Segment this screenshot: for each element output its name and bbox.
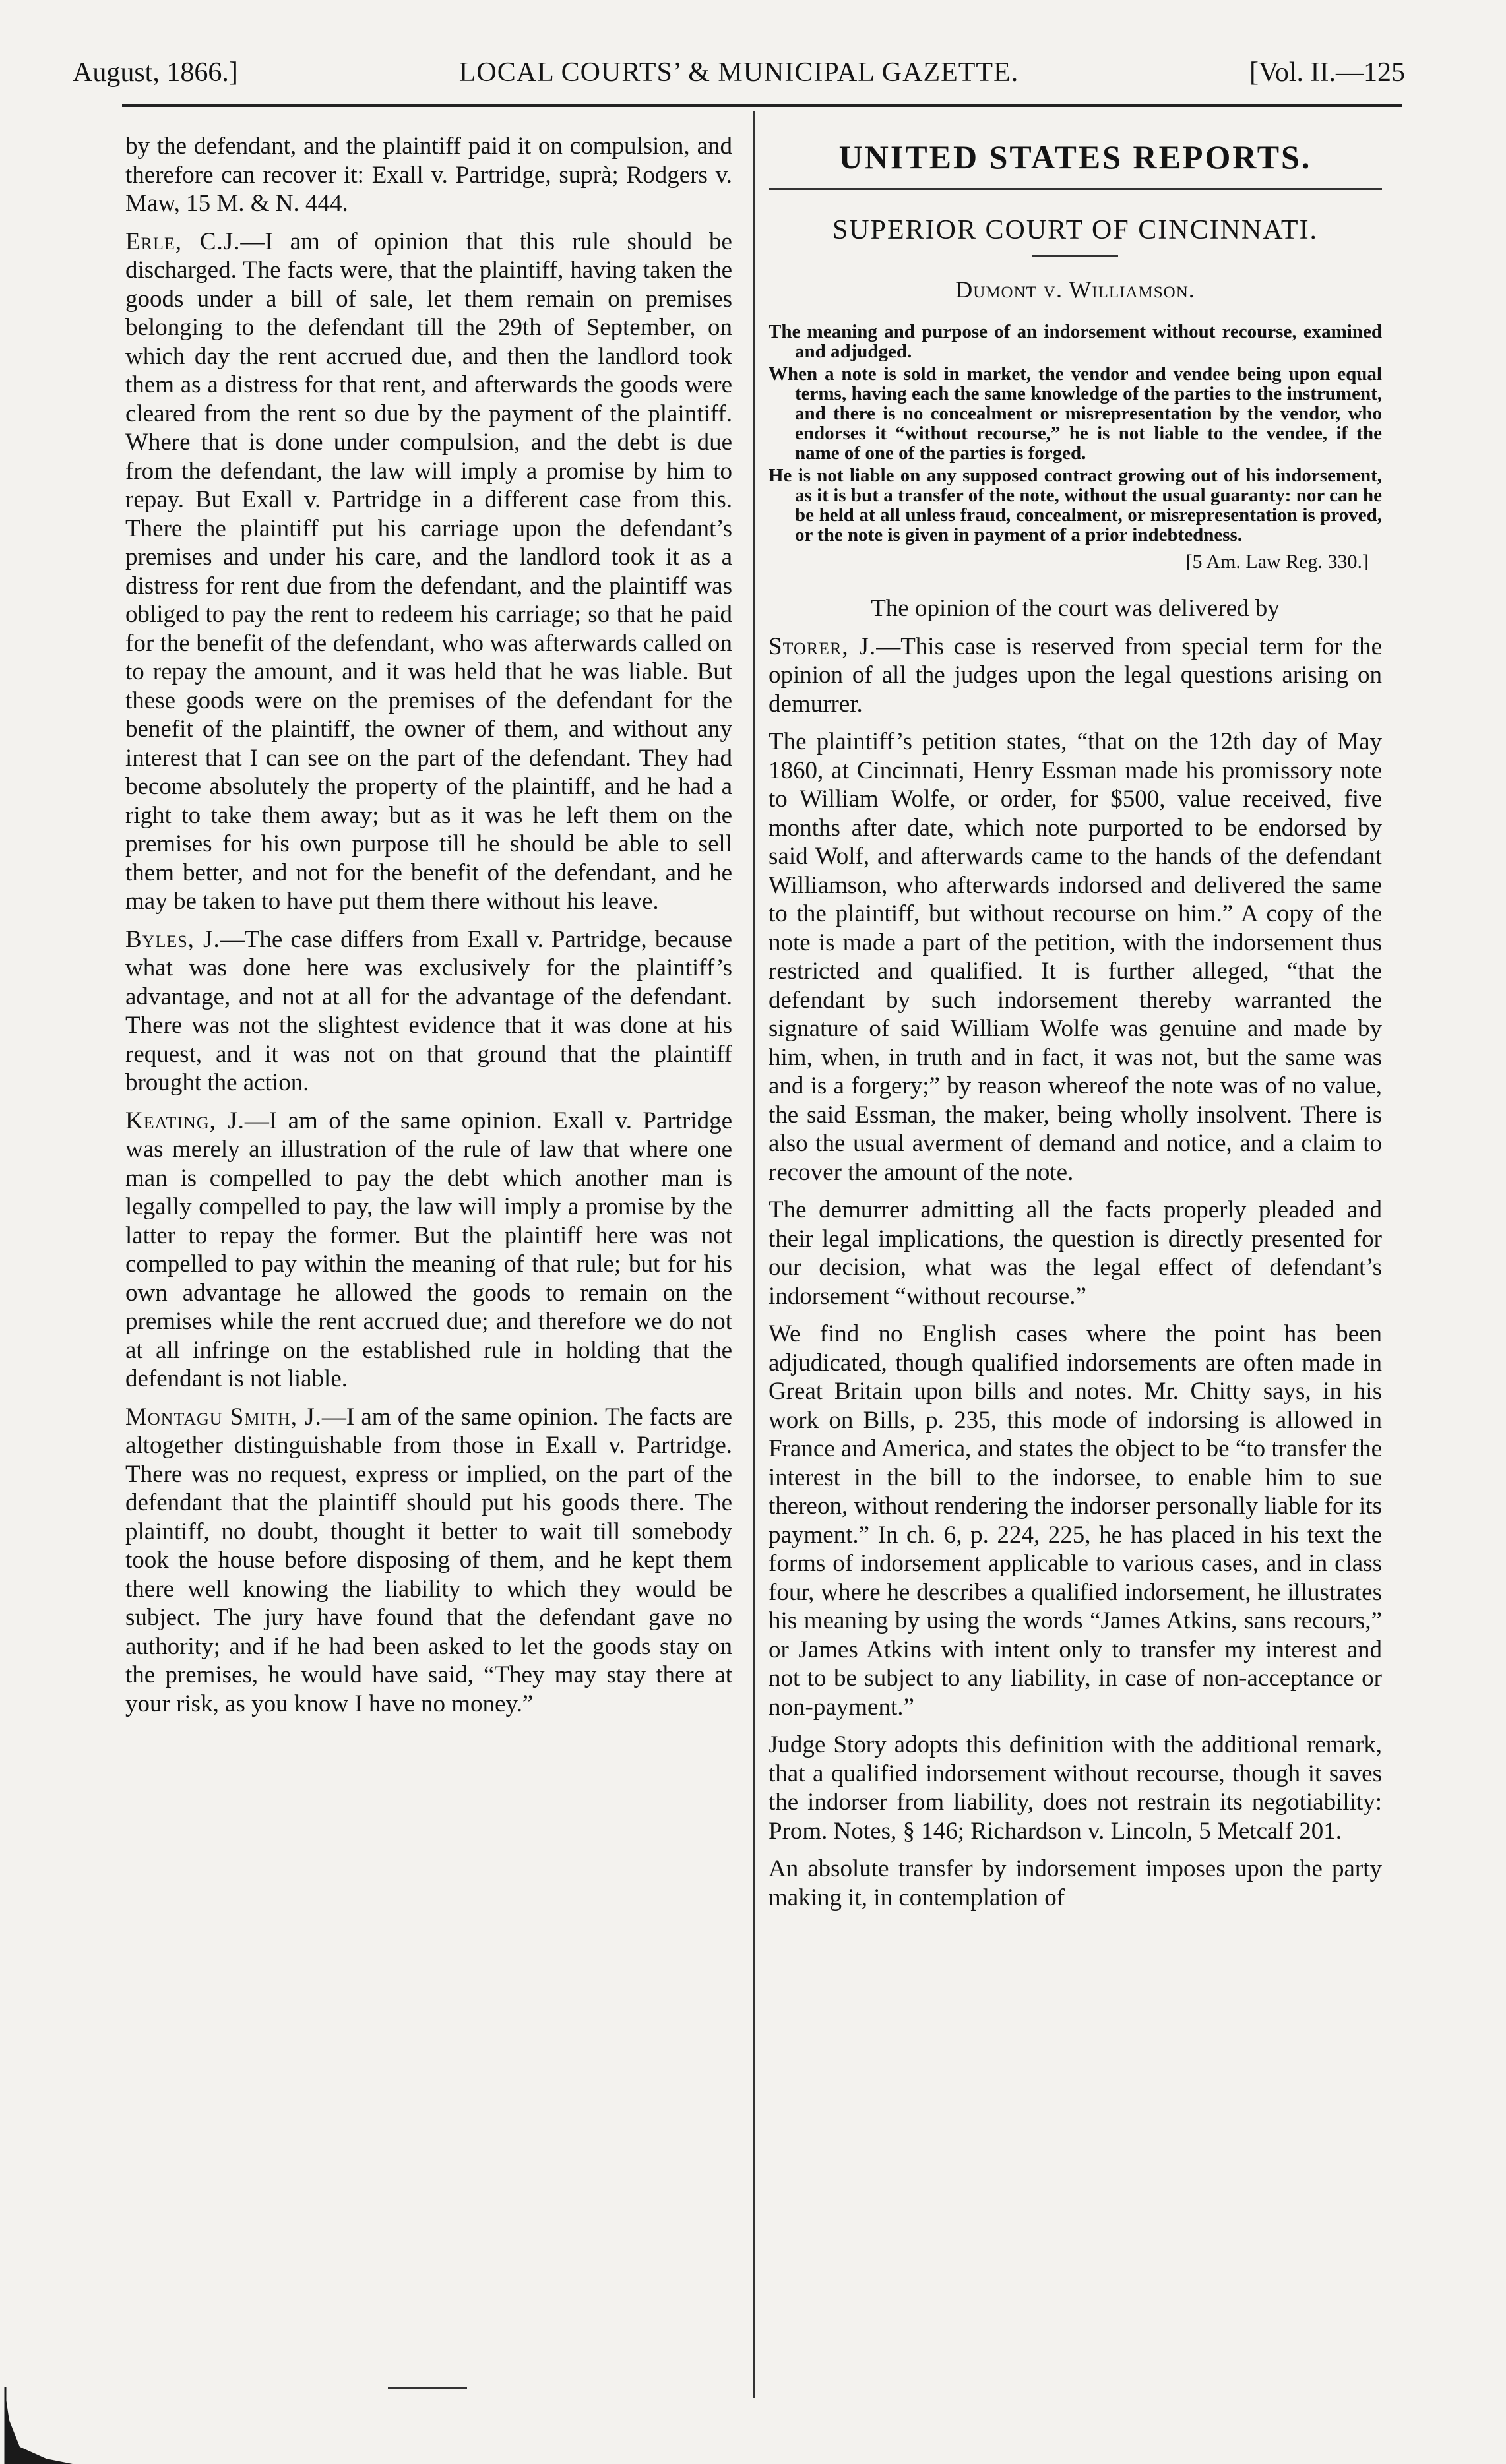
end-rule	[388, 2387, 467, 2389]
paragraph: We find no English cases where the point has been adjudicated, though qualified indorsements are often made in Great Britain upon bills and notes. Mr. Chitty says, in his work on Bills, p. 235, this mode of indorsing is allowed in France and America, and states the object to be “to transfer the interest in the bill to the indorsee, to enable him to sue thereon, without rendering the indorser personally liable for its payment.” In ch. 6, p. 224, 225, he has placed in his text the forms of indorsement applicable to various cases, and in class four, where he describes a qualified indorsement, he illustrates his meaning by using the words “James Atkins, sans recours,” or James Atkins with intent only to transfer my interest and not to be subject to any liability, in case of non-acceptance or non-payment.”	[769, 1320, 1382, 1721]
short-rule	[1032, 255, 1118, 257]
section-rule	[769, 188, 1382, 190]
header-volume: [Vol. II.—125	[1249, 57, 1405, 88]
header-date: August, 1866.]	[73, 57, 238, 88]
paragraph: An absolute transfer by indorsement imposes upon the party making it, in contemplation of	[769, 1855, 1382, 1911]
right-column	[769, 135, 1382, 1921]
judge-name: Storer, J.	[769, 632, 877, 660]
paragraph: Montagu Smith, J.—I am of the same opinion. The facts are altogether distinguishable from those in Exall v. Partridge. There was no request, express or implied, on the part of the defendant that the plaintiff should put his goods there. The plaintiff, no doubt, thought it better to wait till somebody took the house before disposing of them, and he kept them there well knowing the liability to which they would be subject. The jury have found that the defendant gave no authority; and if he had been asked to let the goods stay on the premises, he would have said, “They may stay there at your risk, as you know I have no money.”	[125, 1403, 732, 1717]
header-rule	[122, 104, 1402, 107]
section-title: UNITED STATES REPORTS.	[838, 139, 1312, 175]
judge-name: Keating, J.	[125, 1107, 245, 1134]
paragraph: Byles, J.—The case differs from Exall v. Partridge, because what was done here was exclusively for the plaintiff’s advantage, and not at all for the advantage of the defendant. There was not the slightest evidence that it was done at his request, and it was not on that ground that the plaintiff brought the action.	[125, 925, 733, 1096]
head-note: The meaning and purpose of an indorsement without recourse, examined and adjudged.	[769, 321, 1382, 362]
paragraph: The plaintiff’s petition states, “that on the 12th day of May 1860, at Cincinnati, Henry Essman made his promissory note to William Wolfe, or order, for $500, value received, five months after date, which note purported to be endorsed by said Wolf, and afterwards came to the hands of the defendant Williamson, who afterwards indorsed and delivered the same to the plaintiff, but without recourse on him.” A copy of the note is made a part of the petition, with the indorsement thus restricted and qualified. It is further alleged, “that the defendant by such indorsement thereby warranted the signature of said William Wolfe was genuine and made by him, when, in truth and in fact, it was not, but the same was and is a forgery;” by reason whereof the note was of no value, the said Essman, the maker, being wholly insolvent. There is also the usual averment of demand and notice, and a claim to recover the amount of the note.	[769, 728, 1382, 1186]
paragraph: by the defendant, and the plaintiff paid it on compulsion, and therefore can recover it: Exall v. Partridge, suprà; Rodgers v. Maw, 15 M. & N. 444.	[125, 133, 732, 217]
paragraph: Judge Story adopts this definition with the additional remark, that a qualified indorsement without recourse, though it saves the indorser from liability, does not restrain its negotiability: Prom. Notes, § 146; Richardson v. Lincoln, 5 Metcalf 201.	[769, 1731, 1382, 1845]
paragraph: The demurrer admitting all the facts properly pleaded and their legal implications, the question is directly presented for our decision, what was the legal effect of defendant’s indorsement “without recourse.”	[769, 1196, 1382, 1310]
opinion-intro: The opinion of the court was delivered by	[871, 595, 1280, 622]
citation: [5 Am. Law Reg. 330.]	[1185, 550, 1369, 572]
judge-name: Byles, J.	[125, 925, 220, 953]
judge-name: Erle, C.J.	[125, 228, 241, 255]
head-note: He is not liable on any supposed contract growing out of his indorsement, as it is but a transfer of the note, without the usual guaranty: nor can he be held at all unless fraud, concealment, or misrepresentation is proved, or the note is given in payment of a prior indebtedness.	[769, 464, 1382, 545]
court-title: SUPERIOR COURT OF CINCINNATI.	[832, 214, 1319, 245]
head-notes	[769, 322, 1382, 545]
header-title: LOCAL COURTS’ & MUNICIPAL GAZETTE.	[458, 57, 1019, 88]
case-title: Dumont v. Williamson.	[955, 276, 1195, 303]
paragraph: Erle, C.J.—I am of opinion that this rule should be discharged. The facts were, that the plaintiff, having taken the goods under a bill of sale, let them remain on premises belonging to the defendant till the 29th of September, on which day the rent accrued due, and then the landlord took them as a distress for that rent, and afterwards the goods were cleared from the rent so due by the payment of the plaintiff. Where that is done under compulsion, and the debt is due from the defendant, the law will imply a promise by him to repay. But Exall v. Partridge in a different case from this. There the plaintiff put his carriage upon the defendant’s premises and under his care, and the landlord took it as a distress for rent due from the defendant, and the plaintiff was obliged to pay the rent to redeem his carriage; so that he paid for the benefit of the defendant, who was afterwards called on to repay the amount, and it was held that he was liable. But these goods were on the premises of the defendant for the benefit of the plaintiff, the owner of them, and without any interest that I can see on the part of the defendant. They had become absolutely the property of the plaintiff, and he had a right to take them away; but as it was he left them on the premises for his own purpose till he should be able to sell them better, and not for the benefit of the defendant, and he may be taken to have put them there without his leave.	[125, 228, 732, 915]
printer-mark-icon	[0, 2348, 73, 2464]
head-note: When a note is sold in market, the vendor and vendee being upon equal terms, having each the same knowledge of the parties to the instrument, and there is no concealment or misrepresentation by the vendor, who endorses it “without recourse,” he is not liable to the vendee, if the name of one of the parties is forged.	[769, 363, 1382, 464]
page-header	[73, 47, 1405, 100]
left-column	[125, 132, 732, 1727]
column-divider	[753, 111, 755, 2398]
judge-name: Montagu Smith, J.	[125, 1403, 322, 1431]
paragraph: Storer, J.—This case is reserved from special term for the opinion of all the judges upon the legal questions arising on demurrer.	[769, 632, 1382, 718]
paragraph: Keating, J.—I am of the same opinion. Exall v. Partridge was merely an illustration of the rule of law that where one man is compelled to pay the debt which another man is legally compelled to pay, the law will imply a promise by the latter to repay the former. But the plaintiff here was not compelled to pay within the meaning of that rule; but for his own advantage he allowed the goods to remain on the premises while the rent accrued due; and therefore we do not at all infringe on the established rule in holding that the defendant is not liable.	[125, 1107, 732, 1392]
